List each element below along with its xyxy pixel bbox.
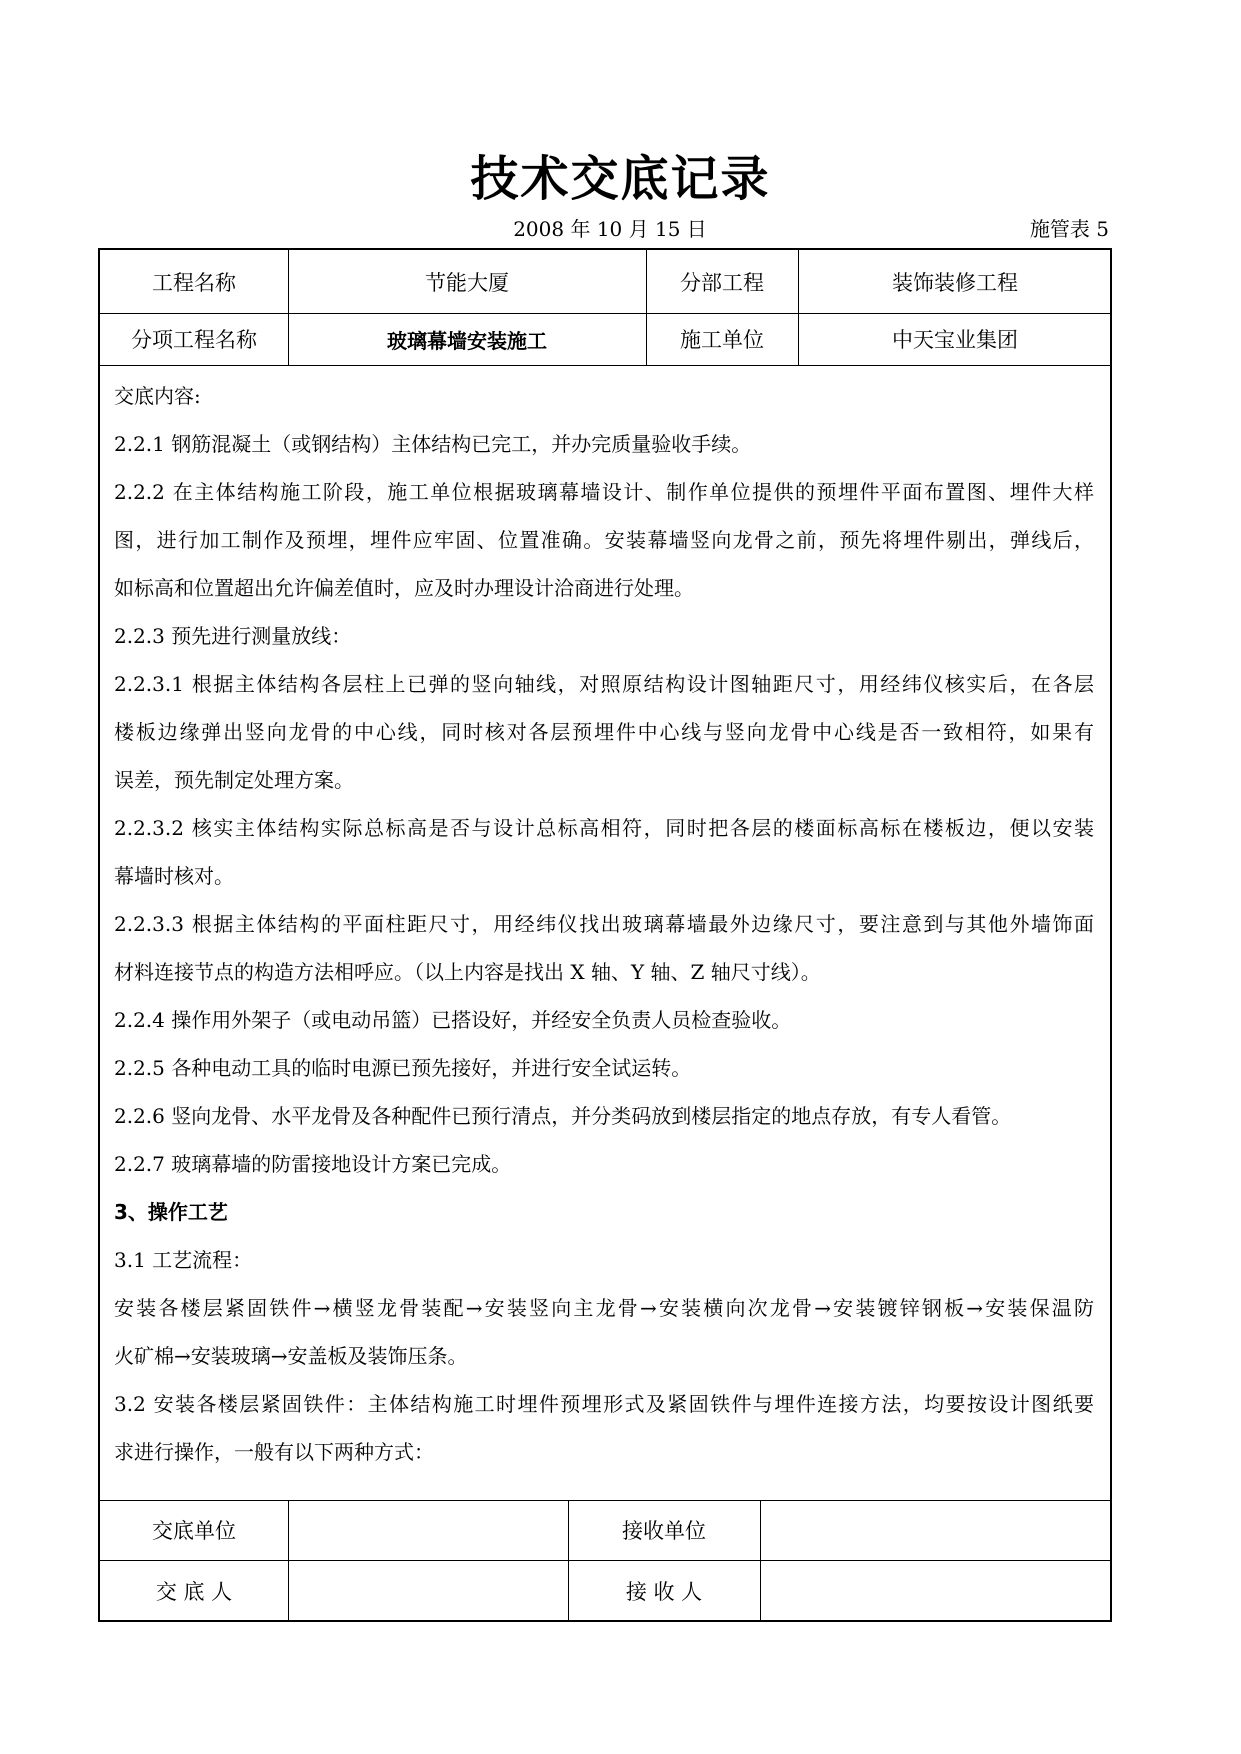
project-name-value: 节能大厦 xyxy=(425,270,509,295)
content-line: 楼板边缘弹出竖向龙骨的中心线，同时核对各层预埋件中心线与竖向龙骨中心线是否一致相符，如果有 xyxy=(114,720,1094,744)
content-line: 火矿棉→安装玻璃→安盖板及装饰压条。 xyxy=(114,1344,468,1368)
content-line: 2.2.3.3 根据主体结构的平面柱距尺寸，用经纬仪找出玻璃幕墙最外边缘尺寸，要注意到与其他外墙饰面 xyxy=(114,912,1094,936)
content-line: 2.2.3.1 根据主体结构各层柱上已弹的竖向轴线，对照原结构设计图轴距尺寸，用经纬仪核实后，在各层 xyxy=(114,672,1094,696)
content-line: 求进行操作，一般有以下两种方式： xyxy=(114,1440,434,1464)
contractor-label: 施工单位 xyxy=(680,328,764,352)
content-line: 材料连接节点的构造方法相呼应。（以上内容是找出 X 轴、Y 轴、Z 轴尺寸线）。 xyxy=(114,960,821,984)
division-label: 分部工程 xyxy=(680,270,764,295)
content-line: 安装各楼层紧固铁件→横竖龙骨装配→安装竖向主龙骨→安装横向次龙骨→安装镀锌钢板→安装保温防 xyxy=(114,1296,1094,1320)
receiver-person-value xyxy=(760,1560,1112,1622)
contractor-value: 中天宝业集团 xyxy=(892,328,1018,352)
content-line: 误差，预先制定处理方案。 xyxy=(114,768,354,792)
content-line: 2.2.2 在主体结构施工阶段，施工单位根据玻璃幕墙设计、制作单位提供的预埋件平面布置图、埋件大样 xyxy=(114,480,1094,504)
form-number: 施管表 5 xyxy=(1029,217,1109,241)
subitem-label: 分项工程名称 xyxy=(131,328,257,352)
handover-person-label: 交 底 人 xyxy=(155,1580,233,1604)
content-line: 2.2.3.2 核实主体结构实际总标高是否与设计总标高相符，同时把各层的楼面标高标在楼板边，便以安装 xyxy=(114,816,1094,840)
receiver-unit-value xyxy=(760,1500,1112,1560)
content-line: 交底内容: xyxy=(114,384,201,408)
record-table xyxy=(98,248,1112,1622)
project-name-label: 工程名称 xyxy=(152,270,236,295)
handover-person-value xyxy=(288,1560,568,1622)
content-line: 3.1 工艺流程： xyxy=(114,1248,253,1272)
content-line: 2.2.6 竖向龙骨、水平龙骨及各种配件已预行清点，并分类码放到楼层指定的地点存放，有专人看管。 xyxy=(114,1104,1012,1128)
page-title: 技术交底记录 xyxy=(470,151,771,207)
record-date: 2008 年 10 月 15 日 xyxy=(513,217,707,241)
content-line: 2.2.5 各种电动工具的临时电源已预先接好，并进行安全试运转。 xyxy=(114,1056,692,1080)
division-value: 装饰装修工程 xyxy=(892,270,1018,295)
content-line: 2.2.3 预先进行测量放线： xyxy=(114,624,352,648)
receiver-person-label: 接 收 人 xyxy=(625,1580,703,1604)
receiver-unit-label: 接收单位 xyxy=(622,1519,706,1543)
section-heading: 3、操作工艺 xyxy=(114,1200,228,1224)
content-line: 如标高和位置超出允许偏差值时，应及时办理设计洽商进行处理。 xyxy=(114,576,694,600)
content-line: 2.2.1 钢筋混凝土（或钢结构）主体结构已完工，并办完质量验收手续。 xyxy=(114,432,752,456)
content-line: 幕墙时核对。 xyxy=(114,864,234,888)
content-line: 2.2.7 玻璃幕墙的防雷接地设计方案已完成。 xyxy=(114,1152,512,1176)
subitem-value: 玻璃幕墙安装施工 xyxy=(387,328,547,353)
content-line: 图，进行加工制作及预埋，埋件应牢固、位置准确。安装幕墙竖向龙骨之前，预先将埋件剔出，弹线后， xyxy=(114,528,1094,552)
handover-unit-label: 交底单位 xyxy=(152,1519,236,1543)
grid-line xyxy=(100,365,1110,366)
content-line: 2.2.4 操作用外架子（或电动吊篮）已搭设好，并经安全负责人员检查验收。 xyxy=(114,1008,792,1032)
content-line: 3.2 安装各楼层紧固铁件：主体结构施工时埋件预埋形式及紧固铁件与埋件连接方法，均要按设计图纸要 xyxy=(114,1392,1094,1416)
handover-unit-value xyxy=(288,1500,568,1560)
handover-content xyxy=(114,372,1094,1476)
